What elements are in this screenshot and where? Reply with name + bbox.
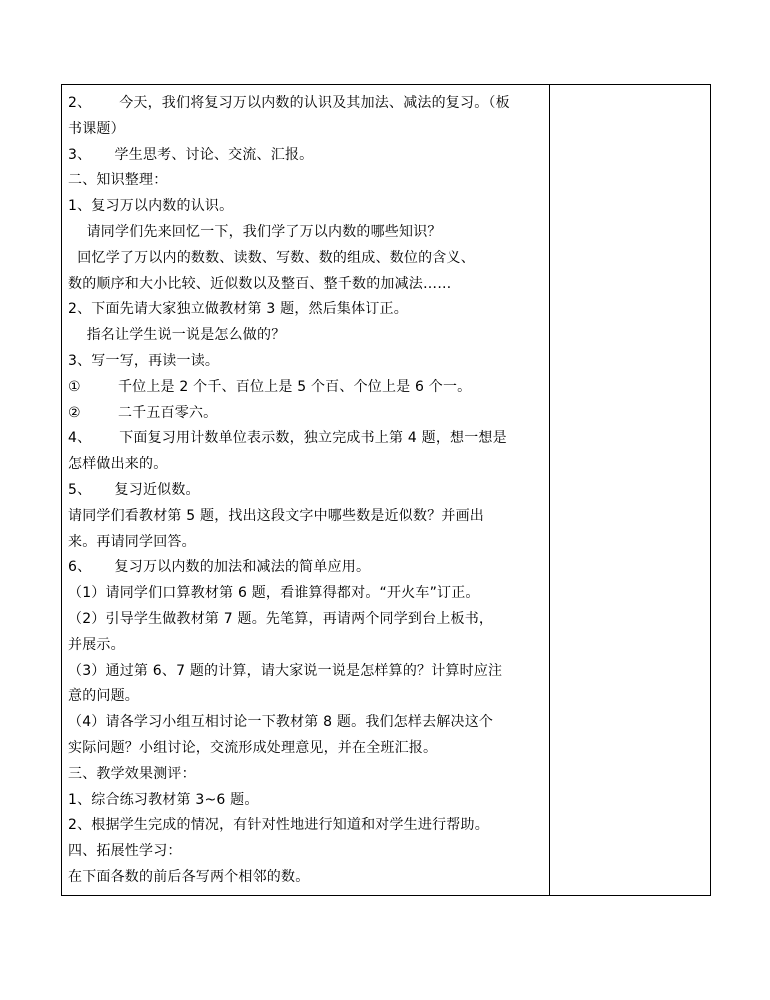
- text-line: 5、 复习近似数。: [68, 481, 200, 498]
- text-line: 回忆学了万以内的数数、读数、写数、数的组成、数位的含义、: [68, 249, 475, 266]
- column-divider: [549, 85, 550, 895]
- text-line: 书课题）: [68, 120, 125, 137]
- text-line: 6、 复习万以内数的加法和减法的简单应用。: [68, 559, 371, 576]
- text-line: 怎样做出来的。: [68, 456, 168, 473]
- text-line: 4、 下面复习用计数单位表示数，独立完成书上第 4 题，想一想是: [68, 430, 507, 447]
- text-line: 1、复习万以内数的认识。: [68, 198, 234, 215]
- text-line: 来。再请同学回答。: [68, 533, 196, 550]
- text-line: 数的顺序和大小比较、近似数以及整百、整千数的加减法……: [68, 275, 452, 292]
- text-line: 2、 今天，我们将复习万以内数的认识及其加法、减法的复习。（板: [68, 95, 510, 111]
- text-line: （1）请同学们口算教材第 6 题，看谁算得都对。“开火车”订正。: [68, 585, 480, 602]
- text-line: 3、 学生思考、讨论、交流、汇报。: [68, 146, 314, 163]
- text-line: 并展示。: [68, 636, 125, 653]
- lesson-table: [61, 84, 711, 896]
- text-line: 在下面各数的前后各写两个相邻的数。: [68, 868, 310, 885]
- text-line: 2、根据学生完成的情况，有针对性地进行知道和对学生进行帮助。: [68, 817, 489, 834]
- text-line: 请同学们先来回忆一下，我们学了万以内数的哪些知识？: [68, 223, 442, 240]
- text-line: 1、综合练习教材第 3~6 题。: [68, 791, 259, 808]
- section-heading: 二、知识整理：: [68, 172, 168, 189]
- text-line: （3）通过第 6、7 题的计算，请大家说一说是怎样算的？计算时应注: [68, 662, 503, 679]
- text-line: 实际问题？小组讨论，交流形成处理意见，并在全班汇报。: [68, 739, 438, 756]
- lesson-content: [68, 91, 544, 891]
- text-line: 意的问题。: [68, 688, 139, 705]
- section-heading: 四、拓展性学习：: [68, 843, 182, 860]
- text-line: 请同学们看教材第 5 题，找出这段文字中哪些数是近似数？并画出: [68, 507, 485, 524]
- text-line: 3、写一写，再读一读。: [68, 352, 220, 369]
- text-line: （2）引导学生做教材第 7 题。先笔算，再请两个同学到台上板书，: [68, 610, 494, 627]
- text-line: ② 二千五百零六。: [68, 404, 218, 421]
- section-heading: 三、教学效果测评：: [68, 765, 196, 782]
- text-line: （4）请各学习小组互相讨论一下教材第 8 题。我们怎样去解决这个: [68, 714, 494, 731]
- text-line: 指名让学生说一说是怎么做的？: [68, 327, 286, 344]
- text-line: ① 千位上是 2 个千、百位上是 5 个百、个位上是 6 个一。: [68, 378, 472, 395]
- text-line: 2、下面先请大家独立做教材第 3 题，然后集体订正。: [68, 301, 408, 318]
